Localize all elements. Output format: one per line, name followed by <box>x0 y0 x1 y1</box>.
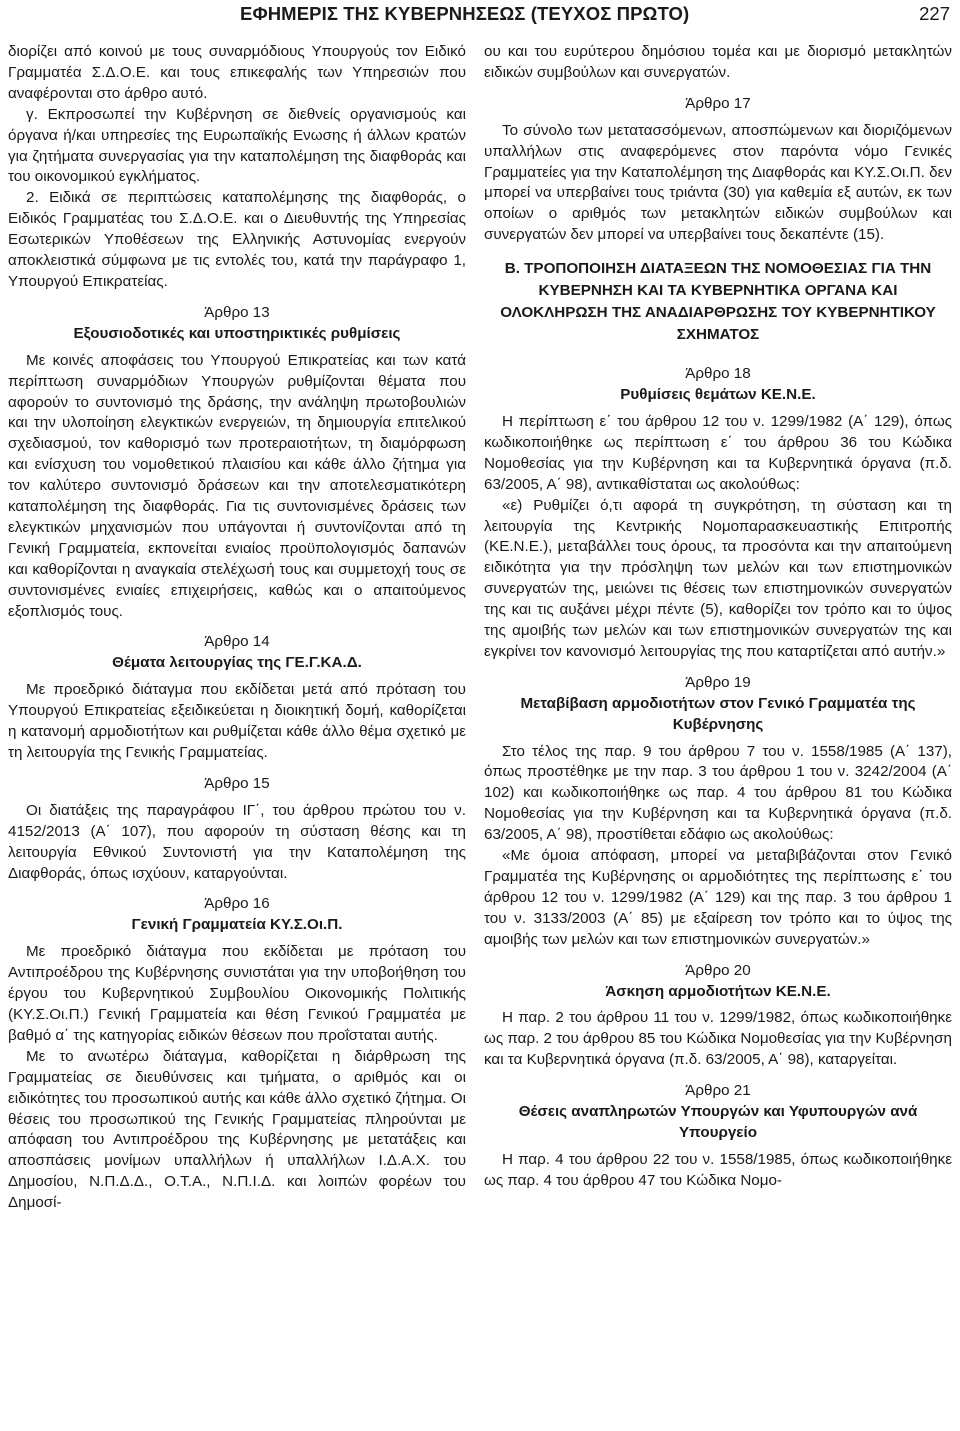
article-title: Μεταβίβαση αρμοδιοτήτων στον Γενικό Γραμματέα της Κυβέρνησης <box>520 694 916 733</box>
article-number: Άρθρο 17 <box>685 94 751 112</box>
left-column <box>8 42 466 1214</box>
article-title: Θέσεις αναπληρωτών Υπουργών και Υφυπουργών ανά Υπουργείο <box>518 1103 918 1141</box>
article-title: Γενική Γραμματεία ΚΥ.Σ.Οι.Π. <box>131 916 343 934</box>
paragraph: Με το ανωτέρω διάταγμα, καθορίζεται η διάρθρωση της Γραμματείας σε διευθύνσεις και τμήματα, ο αριθμός και οι ειδικότητες του προσωπικού αυτής και κάθε άλλο σχετικό ζήτημα. Οι θέσεις του προσωπικού της Γενικής Γραμματείας πληρούνται με απόφαση του Αντιπροέδρου της Κυβέρνησης με μετατάξεις και αποσπάσεις μονίμων υπαλλήλων ή υπαλλήλων Ι.Δ.Α.Χ. του Δημοσίου, Ν.Π.Δ.Δ., Ο.Τ.Α., Ν.Π.Ι.Δ. και λοιπών φορέων του Δημοσί- <box>8 1047 466 1212</box>
paragraph: Η περίπτωση ε΄ του άρθρου 12 του ν. 1299/1982 (Α΄ 129), όπως κωδικοποιήθηκε ως περίπτωση ε΄ του άρθρου 36 του Κώδικα Νομοθεσίας για την Κυβέρνηση και τα Κυβερνητικά όργανα (π.δ. 63/2005, Α΄ 98), αντικαθίσταται ως ακολούθως: <box>484 412 952 493</box>
article-title: Θέματα λειτουργίας της ΓΕ.Γ.ΚΑ.Δ. <box>112 654 362 672</box>
paragraph: γ. Εκπροσωπεί την Κυβέρνηση σε διεθνείς οργανισμούς και όργανα ή/και υπηρεσίες της Ευρωπαϊκής Ενωσης ή άλλων κρατών για ζητήματα συνεργασίας για την καταπολέμηση της διαφθοράς και του οικονομικού εγκλήματος. <box>8 105 466 186</box>
paragraph: Οι διατάξεις της παραγράφου ΙΓ΄, του άρθρου πρώτου του ν. 4152/2013 (Α΄ 107), που αφορούν τη σύσταση θέσης και τη λειτουργία Εθνικού Συντονιστή για την Καταπολέμηση της Διαφθοράς, όπως ισχύουν, καταργούνται. <box>8 801 466 882</box>
article-number: Άρθρο 21 <box>685 1082 751 1100</box>
article-number: Άρθρο 19 <box>685 673 751 691</box>
article-title: Εξουσιοδοτικές και υποστηρικτικές ρυθμίσεις <box>73 324 401 342</box>
page-number: 227 <box>919 3 950 24</box>
article-number: Άρθρο 18 <box>685 365 751 383</box>
paragraph: Με προεδρικό διάταγμα που εκδίδεται με πρόταση του Αντιπροέδρου της Κυβέρνησης συνιστάται για την υποβοήθηση του έργου του Κυβερνητικού Συμβουλίου Οικονομικής Πολιτικής (ΚΥ.Σ.Οι.Π.) Γενική Γραμματεία και θέση Γενικού Γραμματέα με βαθμό α΄ της κατηγορίας ειδικών θέσεων που προΐσταται αυτής. <box>8 943 466 1044</box>
right-column <box>484 42 952 1192</box>
section-heading: Β. ΤΡΟΠΟΠΟΙΗΣΗ ΔΙΑΤΑΞΕΩΝ ΤΗΣ ΝΟΜΟΘΕΣΙΑΣ ΓΙΑ ΤΗΝ ΚΥΒΕΡΝΗΣΗ ΚΑΙ ΤΑ ΚΥΒΕΡΝΗΤΙΚΑ ΟΡΓΑΝΑ ΚΑΙ ΟΛΟΚΛΗΡΩΣΗ ΤΗΣ ΑΝΑΔΙΑΡΘΡΩΣΗΣ ΤΟΥ ΚΥΒΕΡΝΗΤΙΚΟΥ ΣΧΗΜΑΤΟΣ <box>500 260 936 344</box>
paragraph: Η παρ. 2 του άρθρου 11 του ν. 1299/1982, όπως κωδικοποιήθηκε ως παρ. 2 του άρθρου 85 του Κώδικα Νομοθεσίας για την Κυβέρνηση και τα Κυβερνητικά όργανα (π.δ. 63/2005, Α΄ 98), καταργείται. <box>484 1009 952 1069</box>
paragraph: Με προεδρικό διάταγμα που εκδίδεται μετά από πρόταση του Υπουργού Επικρατείας εξειδικεύεται η διοικητική δομή, καθορίζεται η κατανομή αρμοδιοτήτων και ρυθμίζεται κάθε άλλο θέμα σχετικό με τη λειτουργία της Γενικής Γραμματείας. <box>8 681 466 761</box>
paragraph: Με κοινές αποφάσεις του Υπουργού Επικρατείας και των κατά περίπτωση συναρμόδιων Υπουργών ρυθμίζονται θέματα που αφορούν το συντονισμό της δράσης, την ανάληψη πρωτοβουλιών και την υλοποίηση ελεγκτικών ενεργειών, τη δημιουργία επιτελικού σχεδιασμού, τον καθορισμό των προτεραιοτήτων, τη διαμόρφωση και ενίσχυση του νομοθετικού πλαισίου και κάθε άλλο ζήτημα για τον καλύτερο συντονισμό δράσεων και την αποτελεσματικότερη καταπολέμηση της διαφθοράς. Για τις συντονισμένες δράσεις των ελεγκτικών μηχανισμών που υπάγονται ή συντονίζονται από τη Γενική Γραμματεία, εκπονείται ενιαίος προϋπολογισμός δαπανών και καθορίζονται η αναγκαία στελέχωσή τους και συμμετοχή τους σε συντονισμένες ενιαίες επιχειρήσεις, καθώς και ο απαιτούμενος εξοπλισμός τους. <box>8 351 466 620</box>
page-header <box>0 0 960 30</box>
article-number: Άρθρο 20 <box>685 961 751 979</box>
article-number: Άρθρο 14 <box>204 633 270 651</box>
paragraph: διορίζει από κοινού με τους συναρμόδιους Υπουργούς τον Ειδικό Γραμματέα Σ.Δ.Ο.Ε. και τους επικεφαλής των Υπηρεσιών που αναφέρονται στο άρθρο αυτό. <box>8 43 466 102</box>
paragraph: 2. Ειδικά σε περιπτώσεις καταπολέμησης της διαφθοράς, ο Ειδικός Γραμματέας του Σ.Δ.Ο.Ε. και ο Διευθυντής της Υπηρεσίας Εσωτερικών Υποθέσεων της Ελληνικής Αστυνομίας ενεργούν αποκλειστικά σύμφωνα με τις εντολές του, κατά την παράγραφο 1, Υπουργού Επικρατείας. <box>8 189 466 290</box>
paragraph: Στο τέλος της παρ. 9 του άρθρου 7 του ν. 1558/1985 (Α΄ 137), όπως προστέθηκε με την παρ. 3 του άρθρου 1 του ν. 3242/2004 (Α΄ 102) και κωδικοποιήθηκε ως παρ. 4 του άρθρου 81 του Κώδικα Νομοθεσίας για την Κυβέρνηση και τα Κυβερνητικά όργανα (π.δ. 63/2005, Α΄ 98), προστίθεται εδάφιο ως ακολούθως: <box>484 742 952 844</box>
article-number: Άρθρο 13 <box>204 303 270 321</box>
paragraph: «Με όμοια απόφαση, μπορεί να μεταβιβάζονται στον Γενικό Γραμματέα της Κυβέρνησης οι αρμοδιότητες της περίπτωσης ε΄ του άρθρου 12 του ν. 1299/1982 (Α΄ 129) και της παρ. 3 του άρθρου 1 του ν. 3133/2003 (Α΄ 85) με εξαίρεση τον τρόπο και το ύψος της αμοιβής των μελών και των επιστημονικών συνεργατών.» <box>484 847 952 948</box>
article-title: Άσκηση αρμοδιοτήτων ΚΕ.Ν.Ε. <box>605 982 831 1000</box>
article-title: Ρυθμίσεις θεμάτων ΚΕ.Ν.Ε. <box>620 386 816 404</box>
paragraph: Η παρ. 4 του άρθρου 22 του ν. 1558/1985, όπως κωδικοποιήθηκε ως παρ. 4 του άρθρου 47 του Κώδικα Νομο- <box>484 1150 952 1189</box>
paragraph: ου και του ευρύτερου δημόσιου τομέα και με διορισμό μετακλητών ειδικών συμβούλων και συνεργατών. <box>484 43 952 81</box>
article-number: Άρθρο 15 <box>204 774 270 792</box>
gazette-title: ΕΦΗΜΕΡΙΣ ΤΗΣ ΚΥΒΕΡΝΗΣΕΩΣ (ΤΕΥΧΟΣ ΠΡΩΤΟ) <box>240 3 690 24</box>
article-number: Άρθρο 16 <box>204 895 270 913</box>
paragraph: «ε) Ρυθμίζει ό,τι αφορά τη συγκρότηση, τη σύσταση και τη λειτουργία της Κεντρικής Νομοπαρασκευαστικής Επιτροπής (ΚΕ.Ν.Ε.), μεταβάλλει τους όρους, τα προσόντα και την απαιτούμενη ειδικότητα για την πρόσληψη των μελών και των επιστημονικών συνεργατών της, μειώνει τις θέσεις των επιστημονικών συνεργατών της και τις αυξάνει μέχρι πέντε (5), καθορίζει τον τρόπο και το ύψος της αμοιβής των μελών και των επιστημονικών συνεργατών της και εγκρίνει τον κανονισμό λειτουργίας της που καταρτίζεται από αυτήν.» <box>484 496 952 660</box>
paragraph: Το σύνολο των μετατασσόμενων, αποσπώμενων και διοριζόμενων υπαλλήλων στις αναφερόμενες στον παρόντα νόμο Γενικές Γραμματείες για την Καταπολέμηση της Διαφθοράς και ΚΥ.Σ.Οι.Π. δεν μπορεί να υπερβαίνει τους τριάντα (30) για καθεμία εξ αυτών, εκ των οποίων ο αριθμός των μετακλητών ειδικών συμβούλων και συνεργατών δεν μπορεί να υπερβαίνει τους δεκαπέντε (15). <box>484 121 952 244</box>
